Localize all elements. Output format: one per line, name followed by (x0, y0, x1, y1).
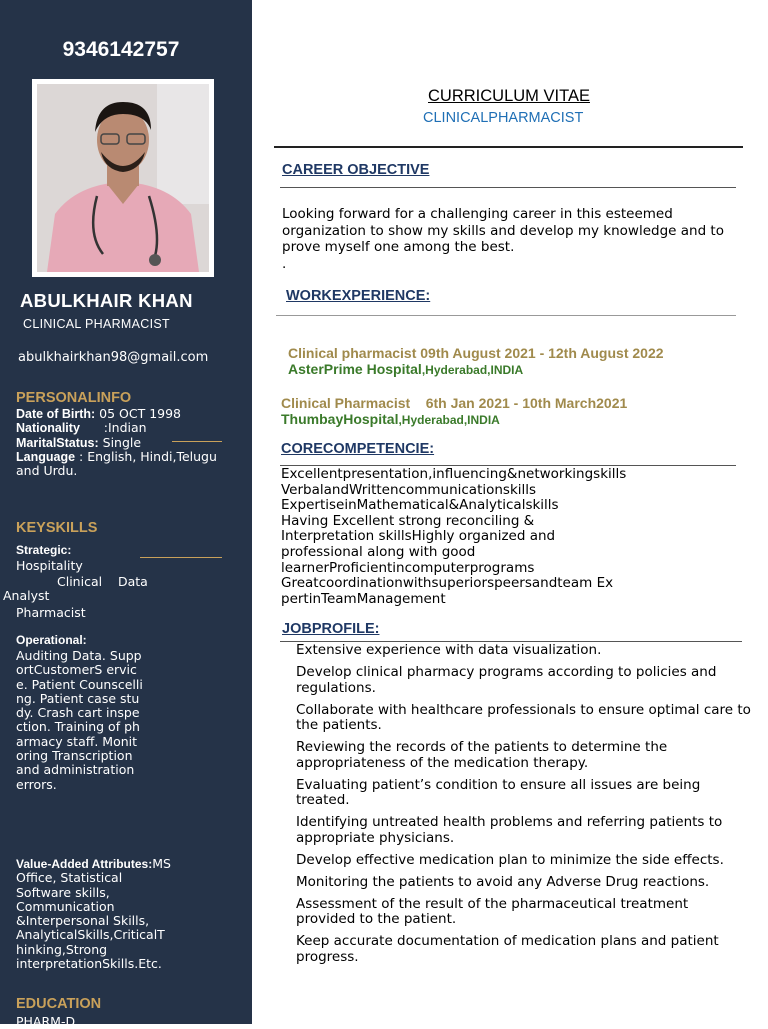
job-organization (281, 411, 500, 429)
personal-info-divider (172, 441, 222, 442)
competency-line: professional along with good (281, 543, 476, 560)
job-profile-text: Keep accurate documentation of medication plans and patient progress. (296, 933, 719, 965)
job-profile-text: Reviewing the records of the patients to determine the appropriateness of the medication therapy. (296, 739, 668, 771)
bullet-icon (281, 740, 296, 771)
core-competencies-heading: CORECOMPETENCIE: (281, 441, 435, 457)
strategic-label: Strategic: (16, 543, 72, 557)
strategic-item: Analyst (3, 588, 50, 603)
dob-label: Date of Birth: (16, 407, 96, 421)
profile-photo-frame (32, 79, 214, 277)
competency-line: Having Excellent strong reconciling & (281, 512, 535, 529)
bullet-icon (281, 703, 296, 734)
competency-line: Excellentpresentation,influencing&networkingskills (281, 466, 627, 482)
job-title: Clinical Pharmacist 6th Jan 2021 - 10th March2021 (281, 395, 628, 411)
list-item (281, 703, 751, 734)
job-profile-text: Monitoring the patients to avoid any Adverse Drug reactions. (296, 873, 710, 890)
list-item (281, 934, 751, 965)
job-profile-text: Assessment of the result of the pharmaceutical treatment provided to the patient. (296, 895, 689, 927)
job-profile-text: Identifying untreated health problems and referring patients to appropriate physicians. (296, 814, 723, 846)
phone-number: 9346142757 (62, 38, 180, 61)
list-item (281, 875, 751, 891)
list-item (281, 665, 751, 696)
bullet-icon (281, 934, 296, 965)
education-heading: EDUCATION (16, 996, 102, 1012)
list-item (281, 853, 751, 869)
bullet-icon (281, 875, 296, 891)
personal-info-block (16, 407, 226, 478)
candidate-title: CLINICAL PHARMACIST (23, 317, 170, 331)
dob-value: 05 OCT 1998 (95, 406, 182, 421)
profile-photo (37, 84, 209, 272)
job-profile-text: Develop effective medication plan to minimize the side effects. (296, 851, 724, 868)
list-item (281, 897, 751, 928)
competency-line: Interpretation skillsHighly organized and (281, 528, 556, 545)
job-profile-text: Extensive experience with data visualization. (296, 642, 602, 658)
email-address: abulkhairkhan98@gmail.com (18, 350, 209, 365)
value-added-block (16, 857, 174, 971)
work-experience-heading: WORKEXPERIENCE: (286, 288, 431, 304)
job-profile-text: Evaluating patient’s condition to ensure all issues are being treated. (296, 776, 701, 808)
cv-subtitle: CLINICALPHARMACIST (423, 110, 584, 126)
cv-title: CURRICULUM VITAE (428, 87, 590, 105)
job-org-name: AsterPrime Hospital (288, 361, 422, 377)
strategic-item: Hospitality (16, 558, 83, 573)
marital-label: MaritalStatus: (16, 435, 99, 450)
list-item (281, 643, 751, 659)
career-objective-divider (280, 187, 736, 188)
core-competencies-list (281, 467, 626, 607)
job-organization (288, 361, 523, 379)
bullet-icon (281, 665, 296, 696)
job-title: Clinical pharmacist 09th August 2021 - 12th August 2022 (288, 345, 664, 361)
personal-info-heading: PERSONALINFO (16, 390, 132, 406)
career-objective-text: Looking forward for a challenging career in this esteemed organization to show my skills and develop my knowledge and to prove myself one among the best. (282, 206, 724, 255)
strategic-divider (140, 557, 222, 558)
career-objective-dot: . (282, 256, 287, 272)
operational-skills: Auditing Data. SupportCustomerS ervice. Patient Counscelling. Patient case study. Crash cart inspection. Training of pharmacy staff. Monitoring Transcription and administration errors. (16, 648, 143, 792)
marital-value: Single (98, 434, 142, 450)
job-profile-text: Collaborate with healthcare professionals to ensure optimal care to the patients. (296, 701, 751, 733)
education-degree: PHARM-D (16, 1014, 76, 1029)
job-profile-list (281, 643, 751, 972)
sidebar (0, 0, 252, 1029)
list-item (281, 778, 751, 809)
competency-line: pertinTeamManagement (281, 590, 446, 607)
list-item (281, 740, 751, 771)
work-experience-divider (276, 315, 736, 316)
career-objective-heading: CAREER OBJECTIVE (282, 162, 430, 178)
header-divider (274, 146, 743, 148)
nationality-value: :Indian (79, 420, 147, 436)
key-skills-heading: KEYSKILLS (16, 520, 98, 536)
competency-line: learnerProficientincomputerprograms (281, 559, 535, 576)
competency-line: VerbalandWrittencommunicationskills (281, 481, 537, 498)
strategic-item: Pharmacist (16, 605, 86, 620)
language-label: Language (16, 449, 76, 464)
job-profile-text: Develop clinical pharmacy programs according to policies and regulations. (296, 664, 717, 696)
value-added-text: MS Office, Statistical Software skills, Communication &Interpersonal Skills, AnalyticalSkills,CriticalT hinking,Strong interpretationSkills.Etc. (16, 856, 171, 972)
job-profile-heading: JOBPROFILE: (282, 621, 380, 637)
bullet-icon (281, 778, 296, 809)
bullet-icon (281, 643, 296, 659)
competency-line: ExpertiseinMathematical&Analyticalskills (281, 497, 559, 514)
bullet-icon (281, 853, 296, 869)
language-value: : English, Hindi,Telugu and Urdu. (16, 448, 217, 479)
bullet-icon (281, 897, 296, 928)
job-org-location: ,Hyderabad,INDIA (421, 363, 524, 377)
person-portrait-icon (37, 84, 209, 272)
operational-label: Operational: (16, 633, 87, 647)
list-item (281, 815, 751, 846)
candidate-name: ABULKHAIR KHAN (20, 290, 193, 311)
bullet-icon (281, 815, 296, 846)
job-org-name: ThumbayHospital (281, 411, 399, 427)
competency-line: Greatcoordinationwithsuperiorspeersandteam Ex (281, 575, 614, 592)
strategic-item: Clinical Data (57, 574, 148, 589)
nationality-label: Nationality (16, 421, 80, 436)
value-added-label: Value-Added Attributes: (16, 857, 153, 871)
job-org-location: ,Hyderabad,INDIA (398, 413, 500, 427)
